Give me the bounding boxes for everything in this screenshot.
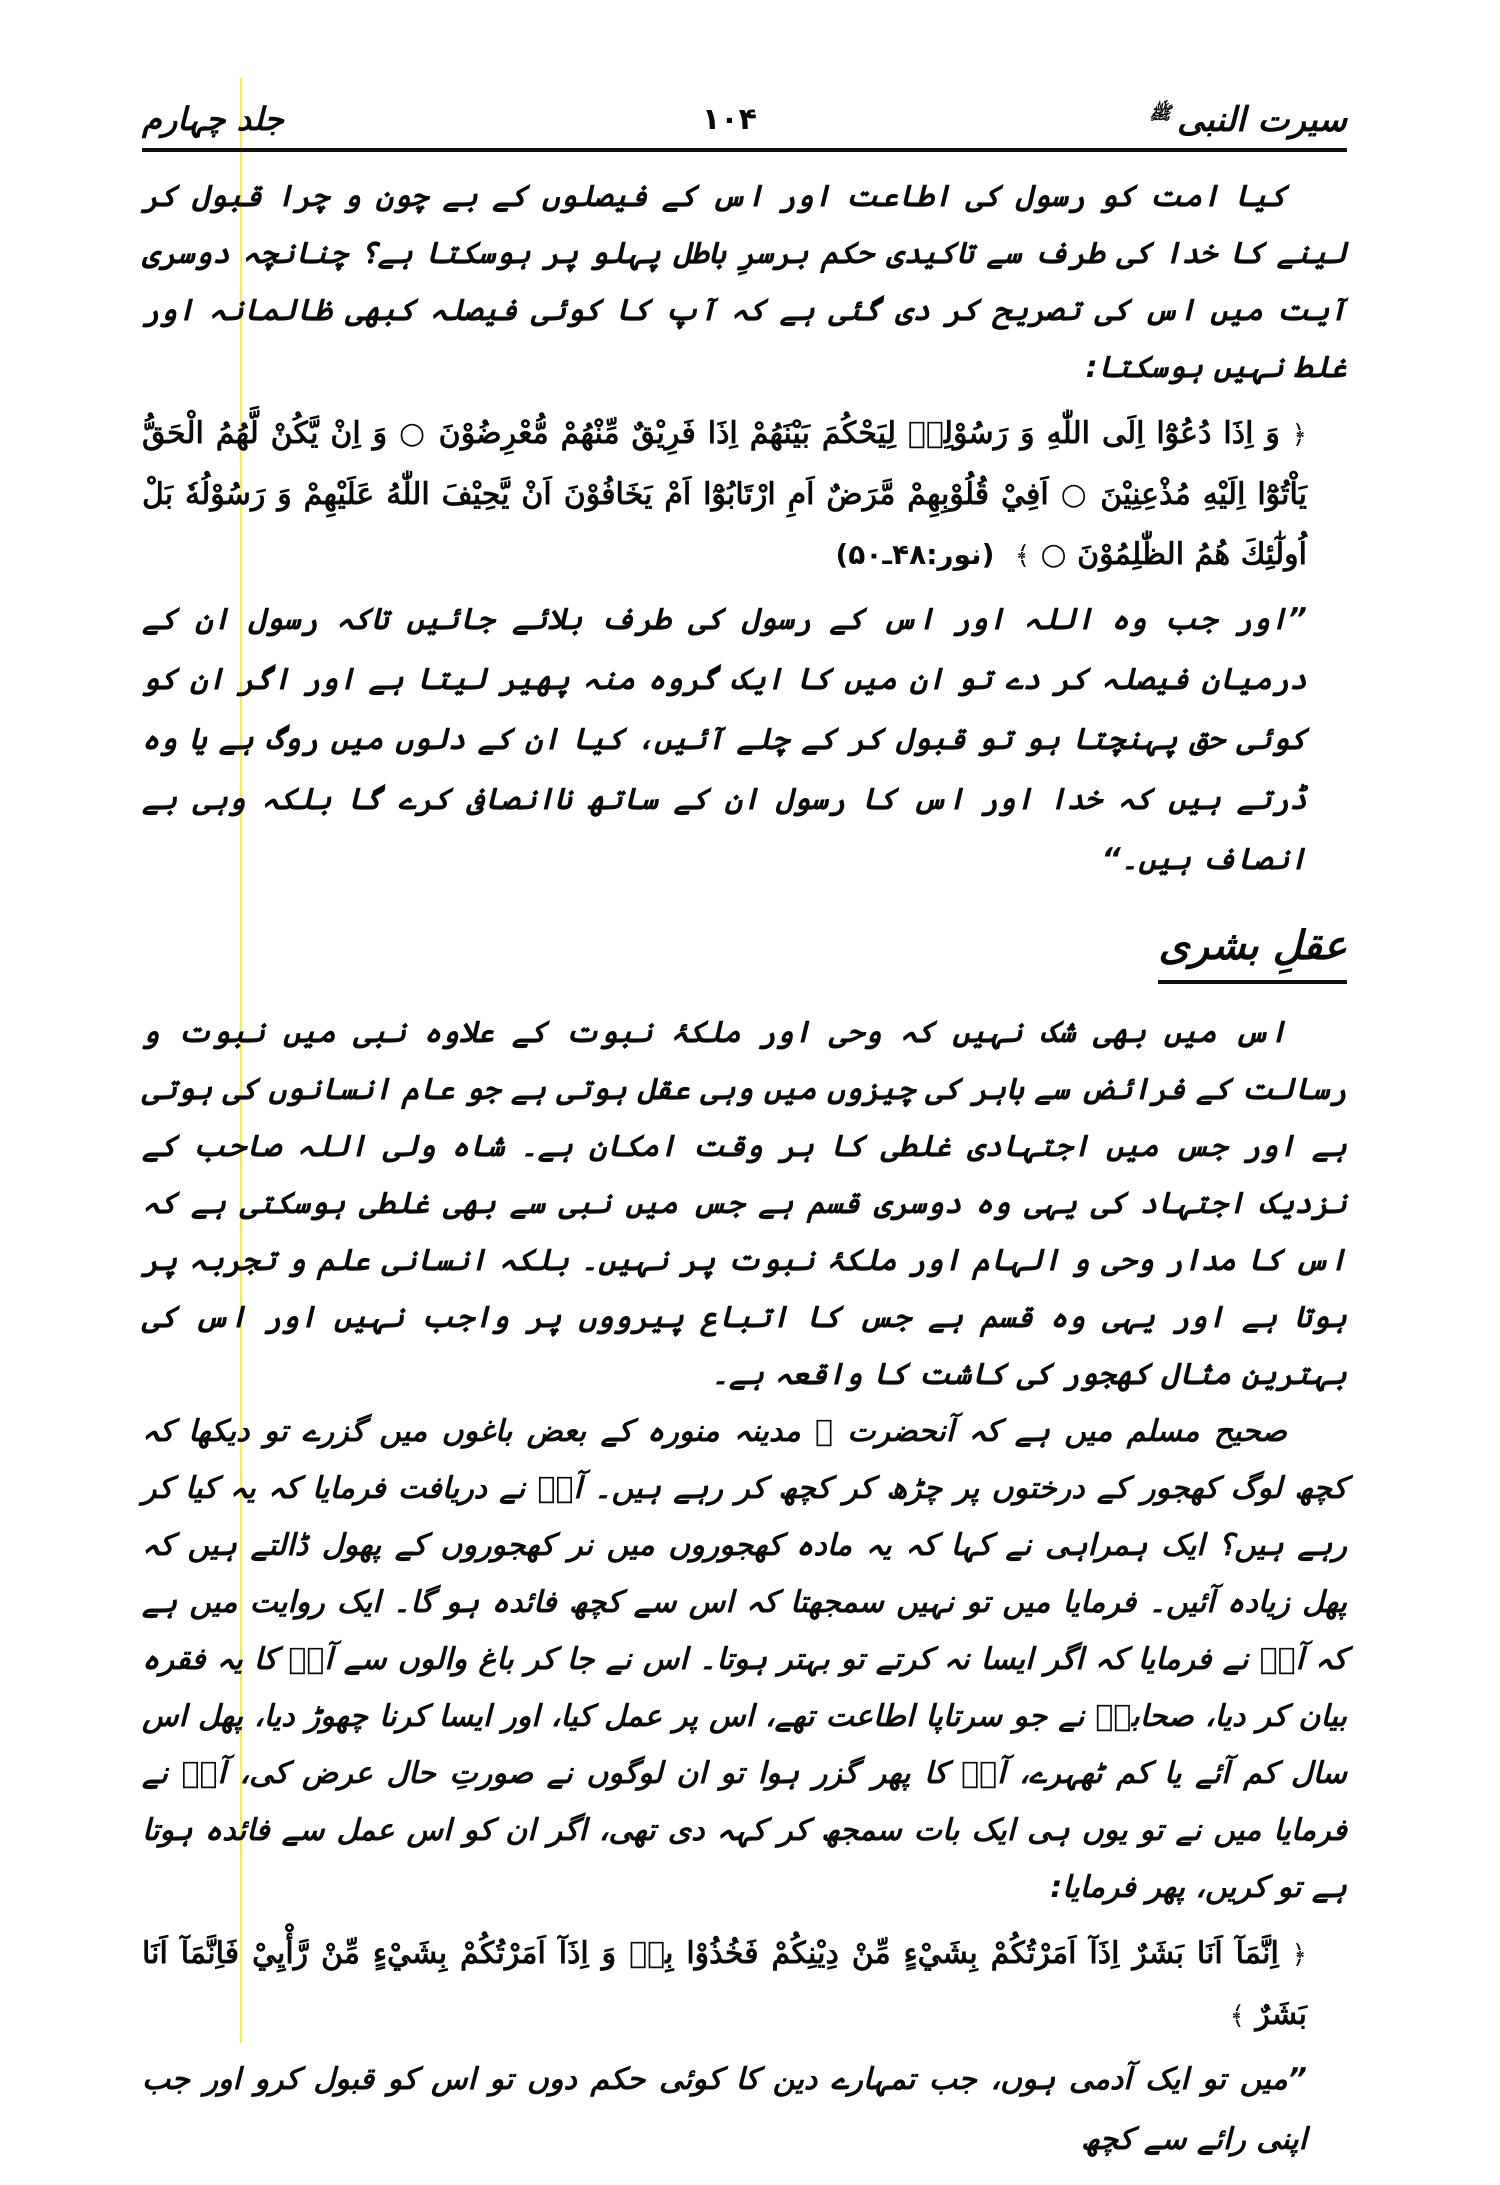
running-header — [142, 100, 1347, 148]
hadith-translation: ”میں تو ایک آدمی ہوں، جب تمہارے دین کا کوئی حکم دوں تو اس کو قبول کرو اور جب اپنی رائے سے کچھ — [142, 2062, 1307, 2157]
hadith-quote — [142, 1924, 1347, 2046]
book-title-text: سیرت النبی — [1176, 100, 1347, 140]
intro-paragraph: کیا امت کو رسول کی اطاعت اور اس کے فیصلوں کے بے چون و چرا قبول کر لینے کا خدا کی طرف سے تاکیدی حکم برسرِ باطل پہلو پر ہوسکتا ہے؟ چنانچہ دوسری آیت میں اس کی تصریح کر دی گئی ہے کہ آپ کا کوئی فیصلہ کبھی ظالمانہ اور غلط نہیں ہوسکتا: — [142, 179, 1347, 385]
paragraph-date-palm-incident: صحیح مسلم میں ہے کہ آنحضرت ﷺ مدینہ منورہ کے بعض باغوں میں گزرے تو دیکھا کہ کچھ لوگ کھجور کے درختوں پر چڑھ کر کچھ کر رہے ہیں۔ آپؐ نے دریافت فرمایا کہ یہ کیا کر رہے ہیں؟ ایک ہمراہی نے کہا کہ یہ مادہ کھجوروں میں نر کھجوروں کے پھول ڈالتے ہیں کہ پھل زیادہ آئیں۔ فرمایا میں تو نہیں سمجھتا کہ اس سے کچھ فائدہ ہو گا۔ ایک روایت میں ہے کہ آپؐ نے فرمایا کہ اگر ایسا نہ کرتے تو بہتر ہوتا۔ اس نے جا کر باغ والوں سے آپؐ کا یہ فقرہ بیان کر دیا، صحابہؓ نے جو سرتاپا اطاعت تھے، اس پر عمل کیا، اور ایسا کرنا چھوڑ دیا، پھل اس سال کم آئے یا کم ٹھہرے، آپؐ کا پھر گزر ہوا تو ان لوگوں نے صورتِ حال عرض کی، آپؐ نے فرمایا میں نے تو یوں ہی ایک بات سمجھ کر کہہ دی تھی، اگر ان کو اس عمل سے فائدہ ہوتا ہے تو کریں، پھر فرمایا: — [142, 1414, 1347, 1905]
quran-quote — [142, 404, 1347, 586]
header-divider — [142, 148, 1347, 152]
hadith-open-ornament: ﴿ — [1291, 1940, 1307, 1970]
quote-close-ornament: ﴾ — [1014, 541, 1031, 571]
section-heading-wrap — [142, 918, 1347, 984]
paragraph-human-intellect: اس میں بھی شک نہیں کہ وحی اور ملکۂ نبوت کے علاوہ نبی میں نبوت و رسالت کے فرائض سے باہر کی چیزوں میں وہی عقل ہوتی ہے جو عام انسانوں کی ہوتی ہے اور جس میں اجتہادی غلطی کا ہر وقت امکان ہے۔ شاہ ولی اللہ صاحب کے نزدیک اجتہاد کی یہی وہ دوسری قسم ہے جس میں نبی سے بھی غلطی ہوسکتی ہے کہ اس کا مدار وحی و الہام اور ملکۂ نبوت پر نہیں۔ بلکہ انسانی علم و تجربہ پر ہوتا ہے اور یہی وہ قسم ہے جس کا اتباع پیرووں پر واجب نہیں اور اس کی بہترین مثال کھجور کی کاشت کا واقعہ ہے۔ — [142, 1015, 1347, 1392]
quote-open-ornament: ﴿ — [1291, 420, 1307, 450]
page-body — [142, 168, 1347, 2170]
volume-label: جلد چہارم — [142, 100, 284, 138]
hadith-quote-text: اِنَّمَآ اَنَا بَشَرٌ اِذَآ اَمَرْتُكُمْ بِشَيْءٍ مِّنْ دِيْنِكُمْ فَخُذُوْا بِهٖ وَ اِذَآ اَمَرْتُكُمْ بِشَيْءٍ مِّنْ رَّأْيِيْ فَاِنَّمَآ اَنَا بَشَرٌ — [142, 1936, 1307, 2032]
honorific-glyph: ﷺ — [1149, 102, 1171, 124]
quran-translation: ”اور جب وہ اللہ اور اس کے رسول کی طرف بلائے جائیں تاکہ رسول ان کے درمیان فیصلہ کر دے تو ان میں کا ایک گروہ منہ پھیر لیتا ہے اور اگر ان کو کوئی حق پہنچتا ہو تو قبول کر کے چلے آئیں، کیا ان کے دلوں میں روگ ہے یا وہ ڈرتے ہیں کہ خدا اور اس کا رسول ان کے ساتھ ناانصافی کرے گا بلکہ وہی بے انصاف ہیں۔“ — [142, 602, 1307, 877]
page-number: ۱۰۴ — [702, 102, 757, 137]
hadith-close-ornament: ﴾ — [1229, 2001, 1245, 2031]
book-title — [1149, 100, 1347, 140]
section-heading: عقلِ بشری — [1158, 918, 1347, 984]
quran-reference: (نور:۴۸ـ۵۰) — [835, 538, 995, 571]
quran-quote-text: وَ اِذَا دُعُوْٓا اِلَى اللّٰهِ وَ رَسُوْلِهٖ لِيَحْكُمَ بَيْنَهُمْ اِذَا فَرِيْقٌ مِّنْهُمْ مُّعْرِضُوْنَ ○ وَ اِنْ يَّكُنْ لَّهُمُ الْحَقُّ يَاْتُوْٓا اِلَيْهِ مُذْعِنِيْنَ ○ اَفِيْ قُلُوْبِهِمْ مَّرَضٌ اَمِ ارْتَابُوْٓا اَمْ يَخَافُوْنَ اَنْ يَّحِيْفَ اللّٰهُ عَلَيْهِمْ وَ رَسُوْلُهٗ بَلْ اُولٰٓئِكَ هُمُ الظّٰلِمُوْنَ ○ — [142, 416, 1307, 572]
